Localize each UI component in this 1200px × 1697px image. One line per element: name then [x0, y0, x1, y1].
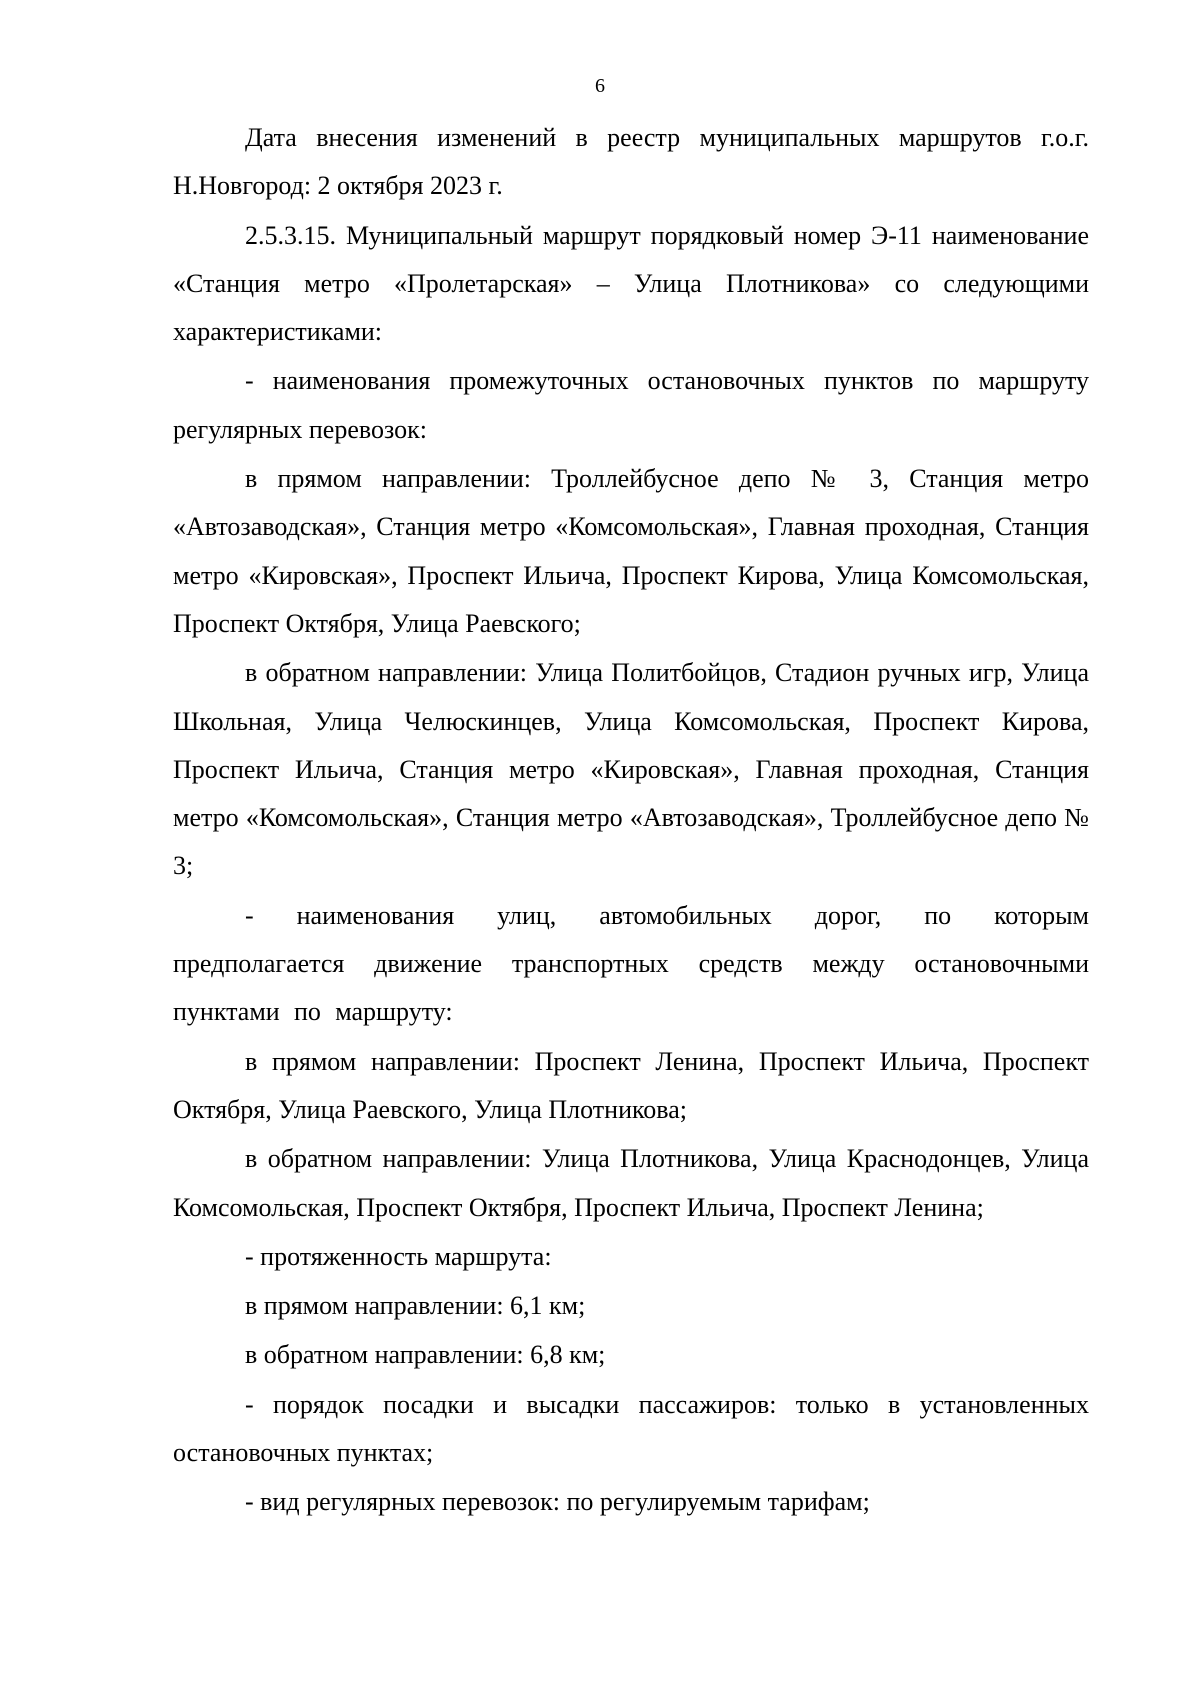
paragraph-streets-forward: в прямом направлении: Проспект Ленина, Проспект Ильича, Проспект Октября, Улица Раевского, Улица Плотникова; — [173, 1046, 1089, 1124]
paragraph-length-forward: в прямом направлении: 6,1 км; — [245, 1291, 586, 1321]
paragraph-registry-date: Дата внесения изменений в реестр муниципальных маршрутов г.о.г. Н.Новгород: 2 октября 2023 г. — [173, 123, 1089, 201]
paragraph-route-length-heading: - протяженность маршрута: — [245, 1241, 552, 1271]
paragraph-stops-forward: в прямом направлении: Троллейбусное депо № 3, Станция метро «Автозаводская», Станция метро «Комсомольская», Главная проходная, Станция метро «Кировская», Проспект Ильича, Проспект Кирова, Улица Комсомольская, Проспект Октября, Улица Раевского; — [173, 464, 1089, 638]
document-body — [173, 114, 1089, 1528]
paragraph-boarding-order: - порядок посадки и высадки пассажиров: только в установленных остановочных пунктах; — [173, 1389, 1089, 1468]
page-number: 6 — [595, 75, 605, 97]
paragraph-streets-reverse: в обратном направлении: Улица Плотникова, Улица Краснодонцев, Улица Комсомольская, Проспект Октября, Проспект Ильича, Проспект Ленина; — [173, 1144, 1089, 1222]
paragraph-transport-type: - вид регулярных перевозок: по регулируемым тарифам; — [245, 1487, 870, 1517]
paragraph-stops-reverse: в обратном направлении: Улица Политбойцов, Стадион ручных игр, Улица Школьная, Улица Челюскинцев, Улица Комсомольская, Проспект Кирова, Проспект Ильича, Станция метро «Кировская», Главная проходная, Станция метро «Комсомольская», Станция метро «Автозаводская», Троллейбусное депо № 3; — [173, 658, 1089, 881]
paragraph-route-heading: 2.5.3.15. Муниципальный маршрут порядковый номер Э-11 наименование «Станция метро «Пролетарская» – Улица Плотникова» со следующими характеристиками: — [173, 220, 1089, 347]
paragraph-intermediate-stops-heading: - наименования промежуточных остановочных пунктов по маршруту регулярных перевозок: — [173, 366, 1089, 444]
paragraph-streets-heading: - наименования улиц, автомобильных дорог, по которым предполагается движение транспортных средств между остановочными пунктами по маршруту: — [173, 900, 1089, 1027]
paragraph-length-reverse: в обратном направлении: 6,8 км; — [245, 1340, 606, 1370]
